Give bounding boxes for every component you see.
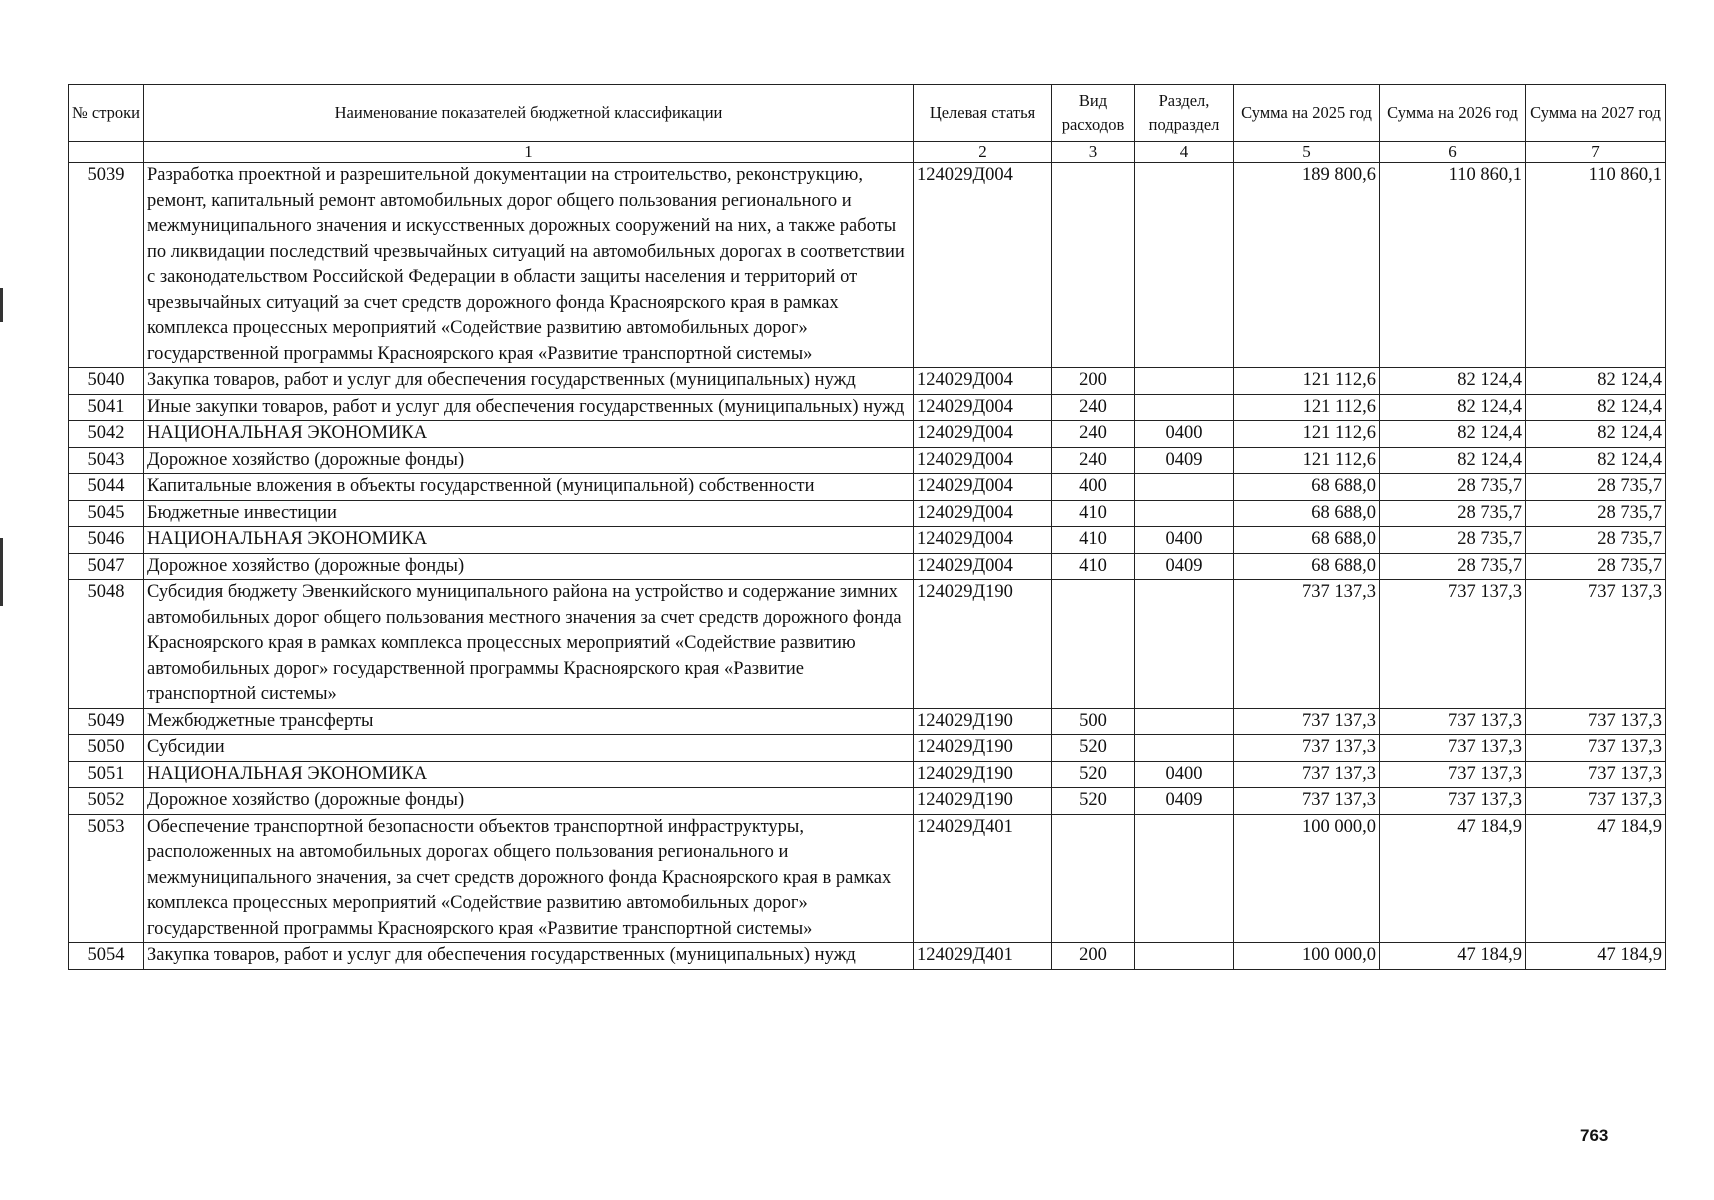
row-number: 5041 [69, 394, 144, 421]
row-razdel: 0409 [1135, 447, 1234, 474]
row-razdel [1135, 708, 1234, 735]
row-razdel: 0400 [1135, 421, 1234, 448]
row-razdel [1135, 943, 1234, 970]
row-name: Закупка товаров, работ и услуг для обеспечения государственных (муниципальных) нужд [144, 943, 914, 970]
header-sum-2026: Сумма на 2026 год [1380, 85, 1526, 142]
row-name: НАЦИОНАЛЬНАЯ ЭКОНОМИКА [144, 421, 914, 448]
header-row-no: № строки [69, 85, 144, 142]
budget-table [68, 84, 1666, 970]
row-name: Субсидия бюджету Эвенкийского муниципального района на устройство и содержание зимних автомобильных дорог общего пользования местного значения за счет средств дорожного фонда Красноярского края в рамках комплекса процессных мероприятий «Содействие развитию автомобильных дорог» государственной программы Красноярского края «Развитие транспортной системы» [144, 580, 914, 709]
row-name: Капитальные вложения в объекты государственной (муниципальной) собственности [144, 474, 914, 501]
row-sum-2025: 68 688,0 [1234, 527, 1380, 554]
row-name: Закупка товаров, работ и услуг для обеспечения государственных (муниципальных) нужд [144, 368, 914, 395]
row-name: НАЦИОНАЛЬНАЯ ЭКОНОМИКА [144, 527, 914, 554]
row-vid: 410 [1052, 527, 1135, 554]
table-row [69, 553, 1666, 580]
row-sum-2026: 47 184,9 [1380, 943, 1526, 970]
row-sum-2027: 737 137,3 [1526, 761, 1666, 788]
row-razdel [1135, 814, 1234, 943]
row-sum-2027: 28 735,7 [1526, 553, 1666, 580]
row-sum-2026: 28 735,7 [1380, 553, 1526, 580]
row-razdel: 0409 [1135, 553, 1234, 580]
table-row [69, 447, 1666, 474]
row-name: Бюджетные инвестиции [144, 500, 914, 527]
row-name: Субсидии [144, 735, 914, 762]
row-sum-2027: 28 735,7 [1526, 500, 1666, 527]
row-number: 5048 [69, 580, 144, 709]
row-sum-2027: 47 184,9 [1526, 943, 1666, 970]
row-sum-2026: 82 124,4 [1380, 421, 1526, 448]
row-target-code: 124029Д004 [914, 500, 1052, 527]
row-sum-2027: 110 860,1 [1526, 163, 1666, 368]
row-name: Дорожное хозяйство (дорожные фонды) [144, 447, 914, 474]
row-target-code: 124029Д004 [914, 527, 1052, 554]
row-sum-2026: 737 137,3 [1380, 761, 1526, 788]
row-sum-2027: 82 124,4 [1526, 368, 1666, 395]
row-sum-2025: 68 688,0 [1234, 500, 1380, 527]
table-row [69, 708, 1666, 735]
row-name: Дорожное хозяйство (дорожные фонды) [144, 553, 914, 580]
row-name: Дорожное хозяйство (дорожные фонды) [144, 788, 914, 815]
row-vid [1052, 814, 1135, 943]
row-sum-2027: 737 137,3 [1526, 788, 1666, 815]
row-target-code: 124029Д190 [914, 761, 1052, 788]
row-razdel: 0400 [1135, 527, 1234, 554]
row-name: Межбюджетные трансферты [144, 708, 914, 735]
row-number: 5051 [69, 761, 144, 788]
table-row [69, 394, 1666, 421]
row-vid: 520 [1052, 761, 1135, 788]
row-razdel [1135, 163, 1234, 368]
row-sum-2025: 68 688,0 [1234, 553, 1380, 580]
row-sum-2026: 737 137,3 [1380, 580, 1526, 709]
row-number: 5053 [69, 814, 144, 943]
row-sum-2027: 82 124,4 [1526, 394, 1666, 421]
row-razdel [1135, 394, 1234, 421]
row-number: 5054 [69, 943, 144, 970]
row-sum-2025: 737 137,3 [1234, 735, 1380, 762]
row-sum-2027: 737 137,3 [1526, 708, 1666, 735]
row-sum-2026: 82 124,4 [1380, 368, 1526, 395]
table-row [69, 735, 1666, 762]
table-row [69, 527, 1666, 554]
row-vid: 410 [1052, 553, 1135, 580]
table-row [69, 421, 1666, 448]
row-sum-2025: 121 112,6 [1234, 394, 1380, 421]
row-sum-2026: 82 124,4 [1380, 394, 1526, 421]
row-name: Обеспечение транспортной безопасности объектов транспортной инфраструктуры, расположенных на автомобильных дорогах общего пользования регионального и межмуниципального значения, за счет средств дорожного фонда Красноярского края в рамках комплекса процессных мероприятий «Содействие развитию автомобильных дорог» государственной программы Красноярского края «Развитие транспортной системы» [144, 814, 914, 943]
row-sum-2027: 47 184,9 [1526, 814, 1666, 943]
row-vid: 500 [1052, 708, 1135, 735]
row-target-code: 124029Д004 [914, 553, 1052, 580]
row-razdel [1135, 735, 1234, 762]
row-sum-2025: 737 137,3 [1234, 580, 1380, 709]
row-sum-2025: 189 800,6 [1234, 163, 1380, 368]
row-vid: 200 [1052, 368, 1135, 395]
row-sum-2025: 121 112,6 [1234, 447, 1380, 474]
row-sum-2026: 28 735,7 [1380, 500, 1526, 527]
row-target-code: 124029Д004 [914, 421, 1052, 448]
row-target-code: 124029Д190 [914, 788, 1052, 815]
row-sum-2027: 82 124,4 [1526, 421, 1666, 448]
row-vid: 410 [1052, 500, 1135, 527]
row-target-code: 124029Д190 [914, 580, 1052, 709]
table-row [69, 474, 1666, 501]
row-sum-2025: 68 688,0 [1234, 474, 1380, 501]
header-sum-2027: Сумма на 2027 год [1526, 85, 1666, 142]
row-sum-2027: 737 137,3 [1526, 580, 1666, 709]
row-sum-2026: 110 860,1 [1380, 163, 1526, 368]
page-number: 763 [1580, 1126, 1609, 1145]
row-sum-2025: 121 112,6 [1234, 421, 1380, 448]
row-number: 5043 [69, 447, 144, 474]
row-target-code: 124029Д004 [914, 394, 1052, 421]
column-number: 7 [1526, 142, 1666, 163]
column-numbers-row [69, 142, 1666, 163]
row-target-code: 124029Д401 [914, 814, 1052, 943]
row-target-code: 124029Д004 [914, 368, 1052, 395]
header-sum-2025: Сумма на 2025 год [1234, 85, 1380, 142]
row-sum-2026: 737 137,3 [1380, 735, 1526, 762]
row-razdel [1135, 368, 1234, 395]
column-number: 2 [914, 142, 1052, 163]
row-number: 5040 [69, 368, 144, 395]
row-razdel [1135, 580, 1234, 709]
row-number: 5049 [69, 708, 144, 735]
row-sum-2027: 82 124,4 [1526, 447, 1666, 474]
row-vid: 520 [1052, 788, 1135, 815]
row-sum-2026: 737 137,3 [1380, 708, 1526, 735]
column-number [69, 142, 144, 163]
row-number: 5046 [69, 527, 144, 554]
row-vid: 520 [1052, 735, 1135, 762]
row-sum-2027: 28 735,7 [1526, 527, 1666, 554]
column-number: 4 [1135, 142, 1234, 163]
row-name: НАЦИОНАЛЬНАЯ ЭКОНОМИКА [144, 761, 914, 788]
header-razdel: Раздел, подраздел [1135, 85, 1234, 142]
row-target-code: 124029Д190 [914, 708, 1052, 735]
header-target: Целевая статья [914, 85, 1052, 142]
row-vid: 240 [1052, 394, 1135, 421]
scan-margin-mark [0, 288, 3, 322]
column-number: 5 [1234, 142, 1380, 163]
table-row [69, 761, 1666, 788]
row-sum-2026: 82 124,4 [1380, 447, 1526, 474]
row-vid [1052, 163, 1135, 368]
row-target-code: 124029Д004 [914, 447, 1052, 474]
table-row [69, 163, 1666, 368]
row-sum-2026: 28 735,7 [1380, 527, 1526, 554]
row-number: 5039 [69, 163, 144, 368]
table-row [69, 943, 1666, 970]
row-number: 5050 [69, 735, 144, 762]
row-sum-2025: 737 137,3 [1234, 788, 1380, 815]
row-target-code: 124029Д004 [914, 163, 1052, 368]
row-sum-2025: 121 112,6 [1234, 368, 1380, 395]
row-razdel [1135, 500, 1234, 527]
row-sum-2025: 100 000,0 [1234, 814, 1380, 943]
column-number: 1 [144, 142, 914, 163]
row-sum-2025: 737 137,3 [1234, 708, 1380, 735]
column-number: 3 [1052, 142, 1135, 163]
row-number: 5052 [69, 788, 144, 815]
row-number: 5045 [69, 500, 144, 527]
header-vid: Вид расходов [1052, 85, 1135, 142]
row-razdel: 0400 [1135, 761, 1234, 788]
table-row [69, 788, 1666, 815]
row-vid: 240 [1052, 421, 1135, 448]
row-razdel [1135, 474, 1234, 501]
row-sum-2027: 737 137,3 [1526, 735, 1666, 762]
header-name: Наименование показателей бюджетной классификации [144, 85, 914, 142]
row-target-code: 124029Д004 [914, 474, 1052, 501]
row-name: Разработка проектной и разрешительной документации на строительство, реконструкцию, ремонт, капитальный ремонт автомобильных дорог общего пользования регионального и межмуниципального значения и искусственных дорожных сооружений на них, а также работы по ликвидации последствий чрезвычайных ситуаций на автомобильных дорогах в соответствии с законодательством Российской Федерации в области защиты населения и территорий от чрезвычайных ситуаций за счет средств дорожного фонда Красноярского края в рамках комплекса процессных мероприятий «Содействие развитию автомобильных дорог» государственной программы Красноярского края «Развитие транспортной системы» [144, 163, 914, 368]
row-sum-2027: 28 735,7 [1526, 474, 1666, 501]
row-number: 5044 [69, 474, 144, 501]
table-row [69, 814, 1666, 943]
row-number: 5042 [69, 421, 144, 448]
row-target-code: 124029Д401 [914, 943, 1052, 970]
table-row [69, 500, 1666, 527]
row-sum-2025: 100 000,0 [1234, 943, 1380, 970]
table-row [69, 368, 1666, 395]
table-row [69, 580, 1666, 709]
row-vid: 240 [1052, 447, 1135, 474]
row-sum-2026: 737 137,3 [1380, 788, 1526, 815]
scan-margin-mark [0, 538, 3, 606]
row-vid: 400 [1052, 474, 1135, 501]
row-number: 5047 [69, 553, 144, 580]
row-vid [1052, 580, 1135, 709]
column-number: 6 [1380, 142, 1526, 163]
row-name: Иные закупки товаров, работ и услуг для обеспечения государственных (муниципальных) нужд [144, 394, 914, 421]
row-sum-2026: 28 735,7 [1380, 474, 1526, 501]
row-vid: 200 [1052, 943, 1135, 970]
row-sum-2025: 737 137,3 [1234, 761, 1380, 788]
row-sum-2026: 47 184,9 [1380, 814, 1526, 943]
row-razdel: 0409 [1135, 788, 1234, 815]
table-body [69, 163, 1666, 970]
header-row [69, 85, 1666, 142]
row-target-code: 124029Д190 [914, 735, 1052, 762]
